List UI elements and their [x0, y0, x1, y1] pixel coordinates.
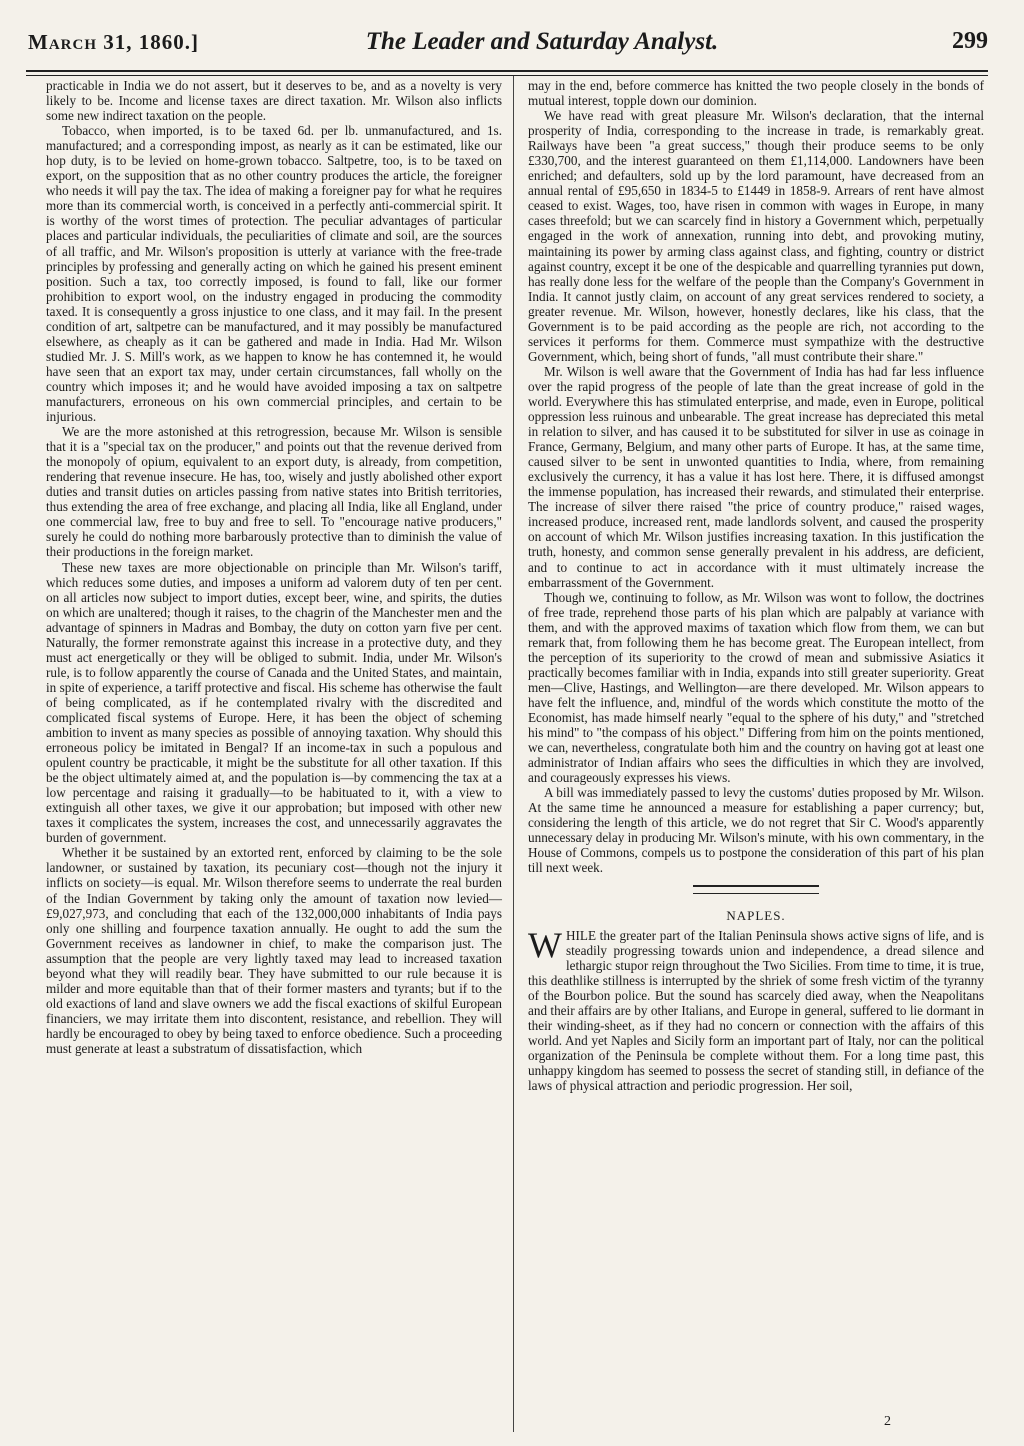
page-header — [22, 24, 988, 64]
right-column — [528, 78, 984, 1093]
header-rule — [26, 70, 988, 76]
section-ornament-rule — [693, 885, 819, 894]
signature-mark: 2 — [884, 1414, 891, 1429]
naples-text: HILE the greater part of the Italian Peninsula shows active signs of life, and is steadily progressing towards union and independence, a dread silence and lethargic stupor reign throughout the Two Sicilies. From time to time, it is true, this deathlike stillness is interrupted by the shriek of some fresh victim of the tyranny of the Bourbon police. But the sound has scarcely died away, when the Neapolitans and their affairs are by other Italians, and Europe in general, suffered to lie dormant in their winding-sheet, as if they had no concern or connection with the affairs of this world. And yet Naples and Sicily form an important part of Italy, nor can the political organization of the Peninsula be complete without them. For a long time past, this unhappy kingdom has seemed to possess the secret of standing still, in defiance of the laws of physical attraction and periodic progression. Her soil, — [528, 927, 984, 1093]
column-divider — [513, 76, 514, 1432]
article-paragraph: We have read with great pleasure Mr. Wilson's declaration, that the internal prosperity of India, corresponding to the increase in trade, is remarkably great. Railways have been "a great success," though their produce seems to be only £330,700, and the interest guaranteed on them £1,114,000. Landowners have been enriched; and defaulters, sold up by the lord paramount, have decreased from an annual rental of £95,650 in 1834-5 to £1449 in 1858-9. Arrears of rent have almost ceased to exist. Wages, too, have risen in common with wages in Europe, in many cases threefold; but we can scarcely find in history a Government which, perpetually engaged in the work of annexation, running into debt, and provoking mutiny, maintaining its power by arming class against class, and fighting, country or district against country, except it be one of the despicable and quarrelling tyrannies put down, has really done less for the welfare of the people than the Company's Government in India. It cannot justly claim, on account of any great services rendered to society, a greater revenue. Mr. Wilson, however, honestly declares, like his class, that the Government is to be paid according as the people are rich, not according to the services it performs for them. Commerce must sympathize with the destructive Government, which, being short of funds, "all must contribute their share." — [528, 108, 984, 364]
publication-title: The Leader and Saturday Analyst. — [365, 28, 719, 55]
article-paragraph: Whether it be sustained by an extorted rent, enforced by claiming to be the sole landowner, or sustained by taxation, its pecuniary cost—though not the injury it inflicts on society—is equal. Mr. Wilson therefore seems to underrate the real burden of the Indian Government by taking only the amount of taxation now levied—£9,027,973, and concluding that each of the 132,000,000 inhabitants of India pays only one shilling and fourpence taxation annually. He ought to add the sum the Government receives as landowner in chief, to make the comparison just. The assumption that the people are very lightly taxed may lead to increased taxation beyond what they will readily bear. They have submitted to our rule because it is milder and more equitable than that of their former masters and tyrants; but if to the old exactions of land and slave owners we add the fiscal exactions of skilful European financiers, we may irritate them into discontent, resistance, and rebellion. They will hardly be encouraged to obey by being taxed to enforce obedience. Such a proceeding must generate at least a substratum of dissatisfaction, which — [46, 845, 502, 1056]
left-column — [46, 78, 502, 1056]
issue-date: March 31, 1860.] — [28, 30, 199, 54]
page-number: 299 — [952, 28, 988, 54]
article-paragraph: practicable in India we do not assert, but it deserves to be, and as a novelty is very likely to be. Income and license taxes are direct taxation. Mr. Wilson also inflicts some new indirect taxation on the people. — [46, 78, 502, 124]
article-paragraph: These new taxes are more objectionable on principle than Mr. Wilson's tariff, which reduces some duties, and imposes a uniform ad valorem duty of ten per cent. on all articles now subject to import duties, except beer, wine, and spirits, the duties on which are unaltered; though it raises, to the chagrin of the Manchester men and the advantage of spinners in Madras and Bombay, the duty on cotton yarn five per cent. Naturally, the former remonstrate against this increase in a protective duty, and they must act energetically or they will be obliged to submit. India, under Mr. Wilson's rule, is to follow apparently the course of Canada and the United States, and maintain, in spite of experience, a tariff protective and fiscal. His scheme has otherwise the fault of being complicated, as if he contemplated rivalry with the discredited and complicated fiscal systems of Europe. Here, it has been the object of scheming ambition to invent as many species as possible of annoying taxation. Why should this erroneous policy be imitated in Bengal? If an income-tax in such a populous and opulent country be practicable, it might be the substitute for all other taxation. If this be the object ultimately aimed at, and the population is—by commencing the tax at a low percentage and raising it gradually—to be habituated to it, with a view to extinguish all other taxes, we give it our approbation; but imposed with other new taxes it complicates the system, increases the cost, and unnecessarily aggravates the burden of government. — [46, 559, 502, 846]
article-paragraph: may in the end, before commerce has knitted the two people closely in the bonds of mutual interest, topple down our dominion. — [528, 78, 984, 109]
article-paragraph: Though we, continuing to follow, as Mr. Wilson was wont to follow, the doctrines of free trade, reprehend those parts of his plan which are palpably at variance with them, and with the approved maxims of taxation which flow from them, we can but remark that, from following them he has become great. The European intellect, from the perception of its superiority to the crowd of mean and submissive Asiatics it practically becomes familiar with in India, expands into still greater superiority. Great men—Clive, Hastings, and Wellington—are there developed. Mr. Wilson appears to have felt the influence, and, mindful of the words which constitute the motto of the Economist, has made himself nearly "equal to the sphere of his duty," and "stretched his mind" to "the compass of his object." Differing from him on the points mentioned, we can, nevertheless, congratulate both him and the country on having got at least one administrator of Indian affairs who sees the difficulties in which they are involved, and courageously expresses his views. — [528, 589, 984, 786]
drop-cap: W — [528, 924, 562, 965]
section-title: NAPLES. — [726, 908, 786, 924]
naples-paragraph — [528, 924, 984, 1094]
article-paragraph: A bill was immediately passed to levy the customs' duties proposed by Mr. Wilson. At the same time he announced a measure for establishing a paper currency; but, considering the length of this article, we do not regret that Sir C. Wood's apparently unnecessary delay in producing Mr. Wilson's minute, with his own commentary, in the House of Commons, compels us to postpone the consideration of this part of his plan till next week. — [528, 785, 985, 876]
article-paragraph: Tobacco, when imported, is to be taxed 6d. per lb. unmanufactured, and 1s. manufactured; and a corresponding impost, as nearly as it can be estimated, like our hop duty, is to be levied on home-grown tobacco. Saltpetre, too, is to be taxed on export, on the supposition that as no other country produces the article, the foreigner who needs it will pay the tax. The idea of making a foreigner pay for what he requires more than its commercial worth, is conceived in a perfectly anti-commercial spirit. It is worthy of the worst times of protection. The peculiar advantages of particular places and particular individuals, the peculiarities of climate and soil, are the sources of all traffic, and Mr. Wilson's proposition is utterly at variance with the free-trade principles by professing and generally acting on which he gained his present eminent position. Such a tax, too correctly imposed, is found to fall, like our former prohibition to export wool, on the industry engaged in producing the commodity taxed. It is consequently a gross injustice to one class, and it may fail. In the present condition of art, saltpetre can be manufactured, and it may possibly be manufactured elsewhere, as cheaply as it can be gathered and made in India. Had Mr. Wilson studied Mr. J. S. Mill's work, as we happen to know he has contemned it, he would have seen that an export tax may, under certain circumstances, fall wholly on the country which imposes it; and he would have avoided imposing a tax on saltpetre manufacturers, erroneous on his own commercial principles, and certain to be injurious. — [46, 123, 502, 425]
article-paragraph: We are the more astonished at this retrogression, because Mr. Wilson is sensible that it is a "special tax on the producer," and points out that the revenue derived from the monopoly of opium, equivalent to an export duty, is already, from competition, rendering that revenue insecure. He has, too, wisely and justly abolished other export duties and transit duties on articles passing from native states into British territories, thus extending the area of free exchange, and placing all India, like all England, under one commercial law, free to buy and free to sell. To "encourage native producers," surely he could do nothing more barbarously protective than to diminish the value of their productions in the foreign market. — [46, 424, 502, 560]
article-paragraph: Mr. Wilson is well aware that the Government of India has had far less influence over the rapid progress of the people of late than the great increase of gold in the world. Everywhere this has stimulated enterprise, and made, even in Europe, political oppression less ruinous and unbearable. The great increase has depreciated this metal in relation to silver, and has caused it to be substituted for silver in use as coinage in France, Germany, Belgium, and many other parts of Europe. It has, at the same time, caused silver to be sent in unwonted quantities to India, where, from remaining exclusively the currency, it has a value it has lost here. There, it is diffused amongst the immense population, has increased their rewards, and stimulated their enterprise. The increase of silver there raised "the price of country produce," raised wages, increased produce, increased rent, made landlords solvent, and caused the prosperity on account of which Mr. Wilson justifies increasing taxation. In this justification the truth, honesty, and common sense generally prevalent in his address, are deficient, and to continue to act in accordance with it must ultimately increase the embarrassment of the Government. — [528, 363, 984, 590]
